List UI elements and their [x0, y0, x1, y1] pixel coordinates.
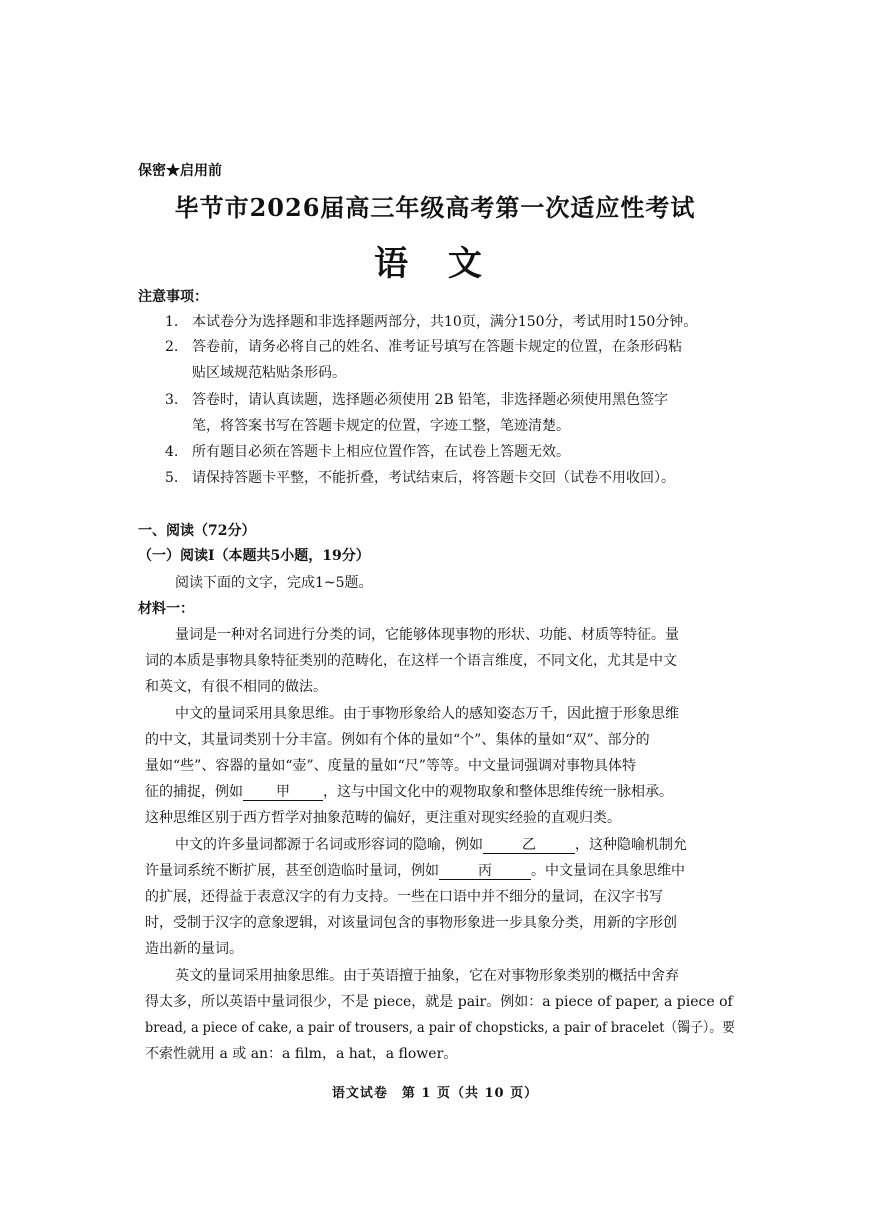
passage-line: 中文的量词采用具象思维。由于事物形象给人的感知姿态万千，因此擅于形象思维: [175, 706, 679, 722]
notice-item-4: [165, 441, 570, 461]
passage-text: ，这与中国文化中的观物取象和整体思维传统一脉相承。: [323, 784, 673, 800]
notice-heading: 注意事项：: [138, 289, 208, 305]
passage-line: [145, 860, 685, 880]
reading-instruction: 阅读下面的文字，完成1~5题。: [175, 575, 373, 591]
notice-number: 5.: [165, 470, 179, 486]
passage-line: [175, 834, 687, 854]
passage-line: 和英文，有很不相同的做法。: [145, 679, 327, 695]
exam-title: 毕节市2026届高三年级高考第一次适应性考试: [174, 193, 696, 222]
answer-blank-yi: 乙: [483, 837, 575, 854]
notice-number: 2.: [165, 339, 179, 355]
passage-line: 的中文，其量词类别十分丰富。例如有个体的量如“个”、集体的量如“双”、部分的: [145, 732, 650, 748]
passage-line: [145, 781, 673, 801]
passage-text: 中文的许多量词都源于名词或形容词的隐喻，例如: [175, 837, 483, 853]
passage-line: 量词是一种对名词进行分类的词，它能够体现事物的形状、功能、材质等特征。量: [175, 627, 679, 643]
notice-item-1: [165, 311, 697, 331]
passage-line: 造出新的量词。: [145, 941, 243, 957]
notice-text: 本试卷分为选择题和非选择题两部分，共10页，满分150分，考试用时150分钟。: [192, 314, 698, 330]
notice-number: 4.: [165, 444, 179, 460]
subsection-heading: （一）阅读Ⅰ（本题共5小题，19分）: [138, 548, 370, 564]
passage-text: 许量词系统不断扩展，甚至创造临时量词，例如: [145, 863, 439, 879]
notice-item-3-cont: 笔，将答案书写在答题卡规定的位置，字迹工整，笔迹清楚。: [192, 418, 570, 434]
passage-text: ，这种隐喻机制允: [575, 837, 687, 853]
passage-text: 征的捕捉，例如: [145, 784, 243, 800]
notice-text: 请保持答题卡平整，不能折叠，考试结束后，将答题卡交回（试卷不用收回）。: [192, 470, 675, 486]
passage-line: 词的本质是事物具象特征类别的范畴化，在这样一个语言维度，不同文化，尤其是中文: [145, 653, 677, 669]
notice-text: 答卷前，请务必将自己的姓名、准考证号填写在答题卡规定的位置，在条形码粘: [192, 339, 682, 355]
passage-line: 得太多，所以英语中量词很少，不是 piece，就是 pair。例如：a piece of paper, a piece of: [145, 994, 733, 1010]
passage-line: 量如“些”、容器的量如“壶”、度量的量如“尺”等等。中文量词强调对事物具体特: [145, 758, 636, 774]
passage-line: bread, a piece of cake, a pair of trousers, a pair of chopsticks, a pair of bracelet（镯子）。要: [145, 1020, 735, 1036]
notice-item-3: [165, 389, 668, 409]
notice-number: 3.: [165, 392, 179, 408]
page-footer: 语文试卷 第 1 页（共 10 页）: [331, 1086, 539, 1101]
answer-blank-jia: 甲: [243, 784, 323, 801]
notice-item-5: [165, 467, 675, 487]
notice-text: 答卷时，请认真读题，选择题必须使用 2B 铅笔，非选择题必须使用黑色签字: [192, 392, 669, 408]
confidential-label: 保密★启用前: [138, 163, 222, 179]
notice-item-2: [165, 336, 682, 356]
notice-item-2-cont: 贴区域规范粘贴条形码。: [192, 365, 346, 381]
passage-line: 这种思维区别于西方哲学对抽象范畴的偏好，更注重对现实经验的直观归类。: [145, 810, 621, 826]
answer-blank-bing: 丙: [439, 863, 531, 880]
section-heading: 一、阅读（72分）: [138, 523, 256, 539]
passage-text: 。中文量词在具象思维中: [531, 863, 685, 879]
passage-line: 时，受制于汉字的意象逻辑，对该量词包含的事物形象进一步具象分类，用新的字形创: [145, 915, 677, 931]
passage-line: 不索性就用 a 或 an：a film，a hat，a flower。: [145, 1046, 458, 1062]
subject-title: 语 文: [374, 244, 496, 284]
notice-number: 1.: [165, 314, 179, 330]
material-label: 材料一：: [138, 601, 194, 617]
notice-text: 所有题目必须在答题卡上相应位置作答，在试卷上答题无效。: [192, 444, 570, 460]
passage-line: 的扩展，还得益于表意汉字的有力支持。一些在口语中并不细分的量词，在汉字书写: [145, 889, 663, 905]
passage-line: 英文的量词采用抽象思维。由于英语擅于抽象，它在对事物形象类别的概括中舍弃: [175, 968, 679, 984]
